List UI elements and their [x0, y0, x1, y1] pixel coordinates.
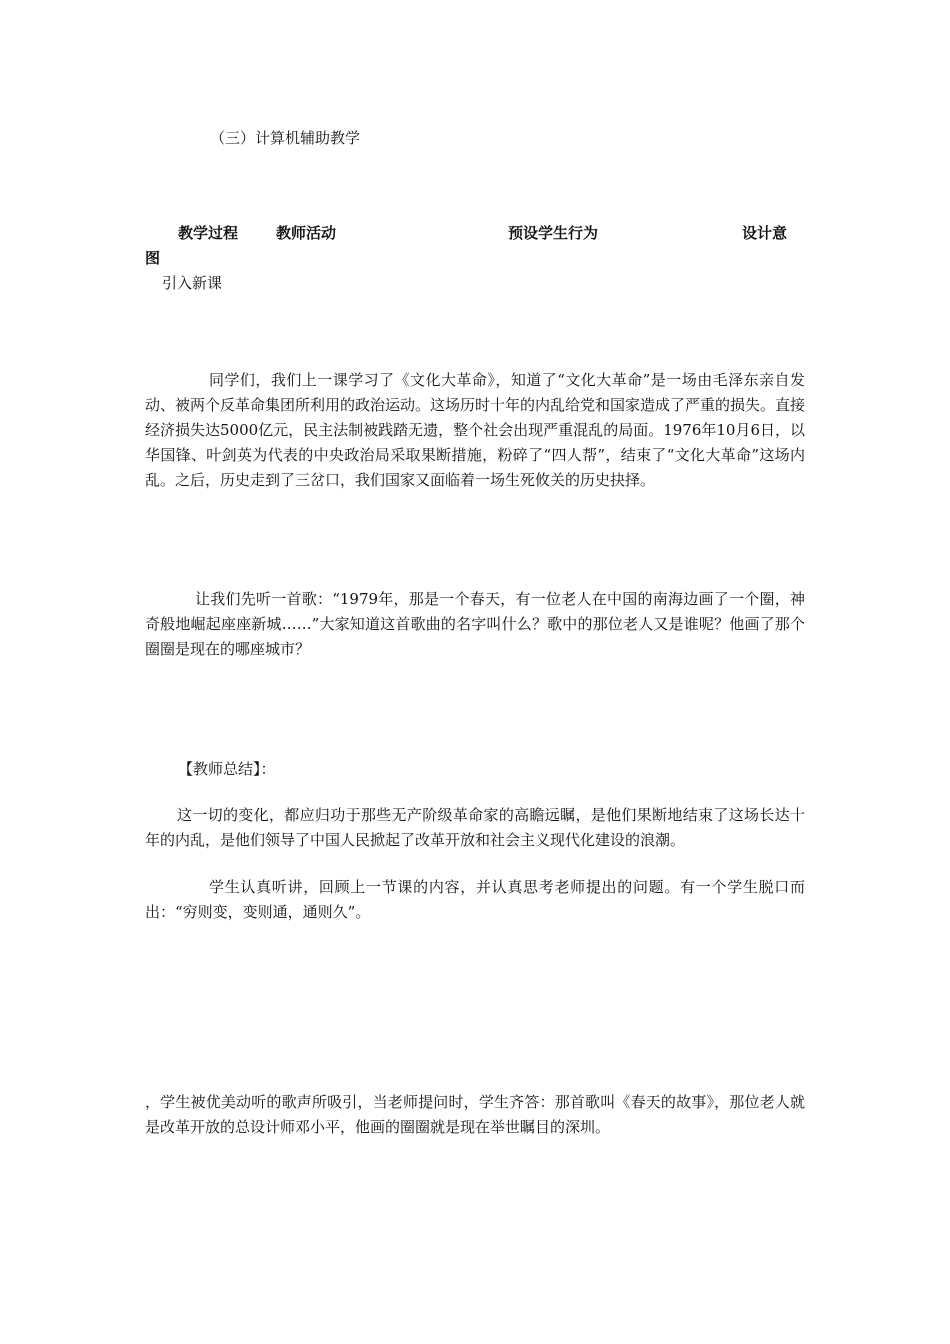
teacher-summary-label: 【教师总结】： [178, 760, 276, 778]
intro-paragraph: 同学们，我们上一课学习了《文化大革命》，知道了“文化大革命”是一场由毛泽东亲自发动、被两个反革命集团所利用的政治运动。这场历时十年的内乱给党和国家造成了严重的损失。直接经济损失达5000亿元，民主法制被践踏无遗，整个社会出现严重混乱的局面。1976年10月6日，以华国锋、叶剑英为代表的中央政治局采取果断措施，粉碎了“四人帮”，结束了“文化大革命”这场内乱。之后，历史走到了三岔口，我们国家又面临着一场生死攸关的历史抉择。 [145, 371, 806, 489]
table-header-design-intent: 设计意 [742, 224, 788, 242]
table-header-design-intent-wrap: 图 [145, 249, 161, 267]
student-response-paragraph: 学生认真听讲，回顾上一节课的内容，并认真思考老师提出的问题。有一个学生脱口而出：“穷则变，变则通，通则久”。 [145, 878, 805, 921]
section-heading: （三）计算机辅助教学 [210, 129, 361, 147]
stage-label: 引入新课 [162, 274, 223, 292]
table-header-teacher-activity: 教师活动 [276, 224, 337, 242]
teacher-summary-paragraph: 这一切的变化，都应归功于那些无产阶级革命家的高瞻远瞩，是他们果断地结束了这场长达十年的内乱，是他们领导了中国人民掀起了改革开放和社会主义现代化建设的浪潮。 [145, 806, 805, 849]
table-header-teaching-process: 教学过程 [178, 224, 239, 242]
student-answer-paragraph: ，学生被优美动听的歌声所吸引，当老师提问时，学生齐答：那首歌叫《春天的故事》，那位老人就是改革开放的总设计师邓小平，他画的圈圈就是现在举世瞩目的深圳。 [145, 1093, 805, 1136]
song-paragraph: 让我们先听一首歌：“1979年，那是一个春天，有一位老人在中国的南海边画了一个圈，神奇般地崛起座座新城……”大家知道这首歌曲的名字叫什么？歌中的那位老人又是谁呢？他画了那个圈圈是现在的哪座城市？ [145, 590, 805, 658]
table-header-student-behavior: 预设学生行为 [508, 224, 599, 242]
